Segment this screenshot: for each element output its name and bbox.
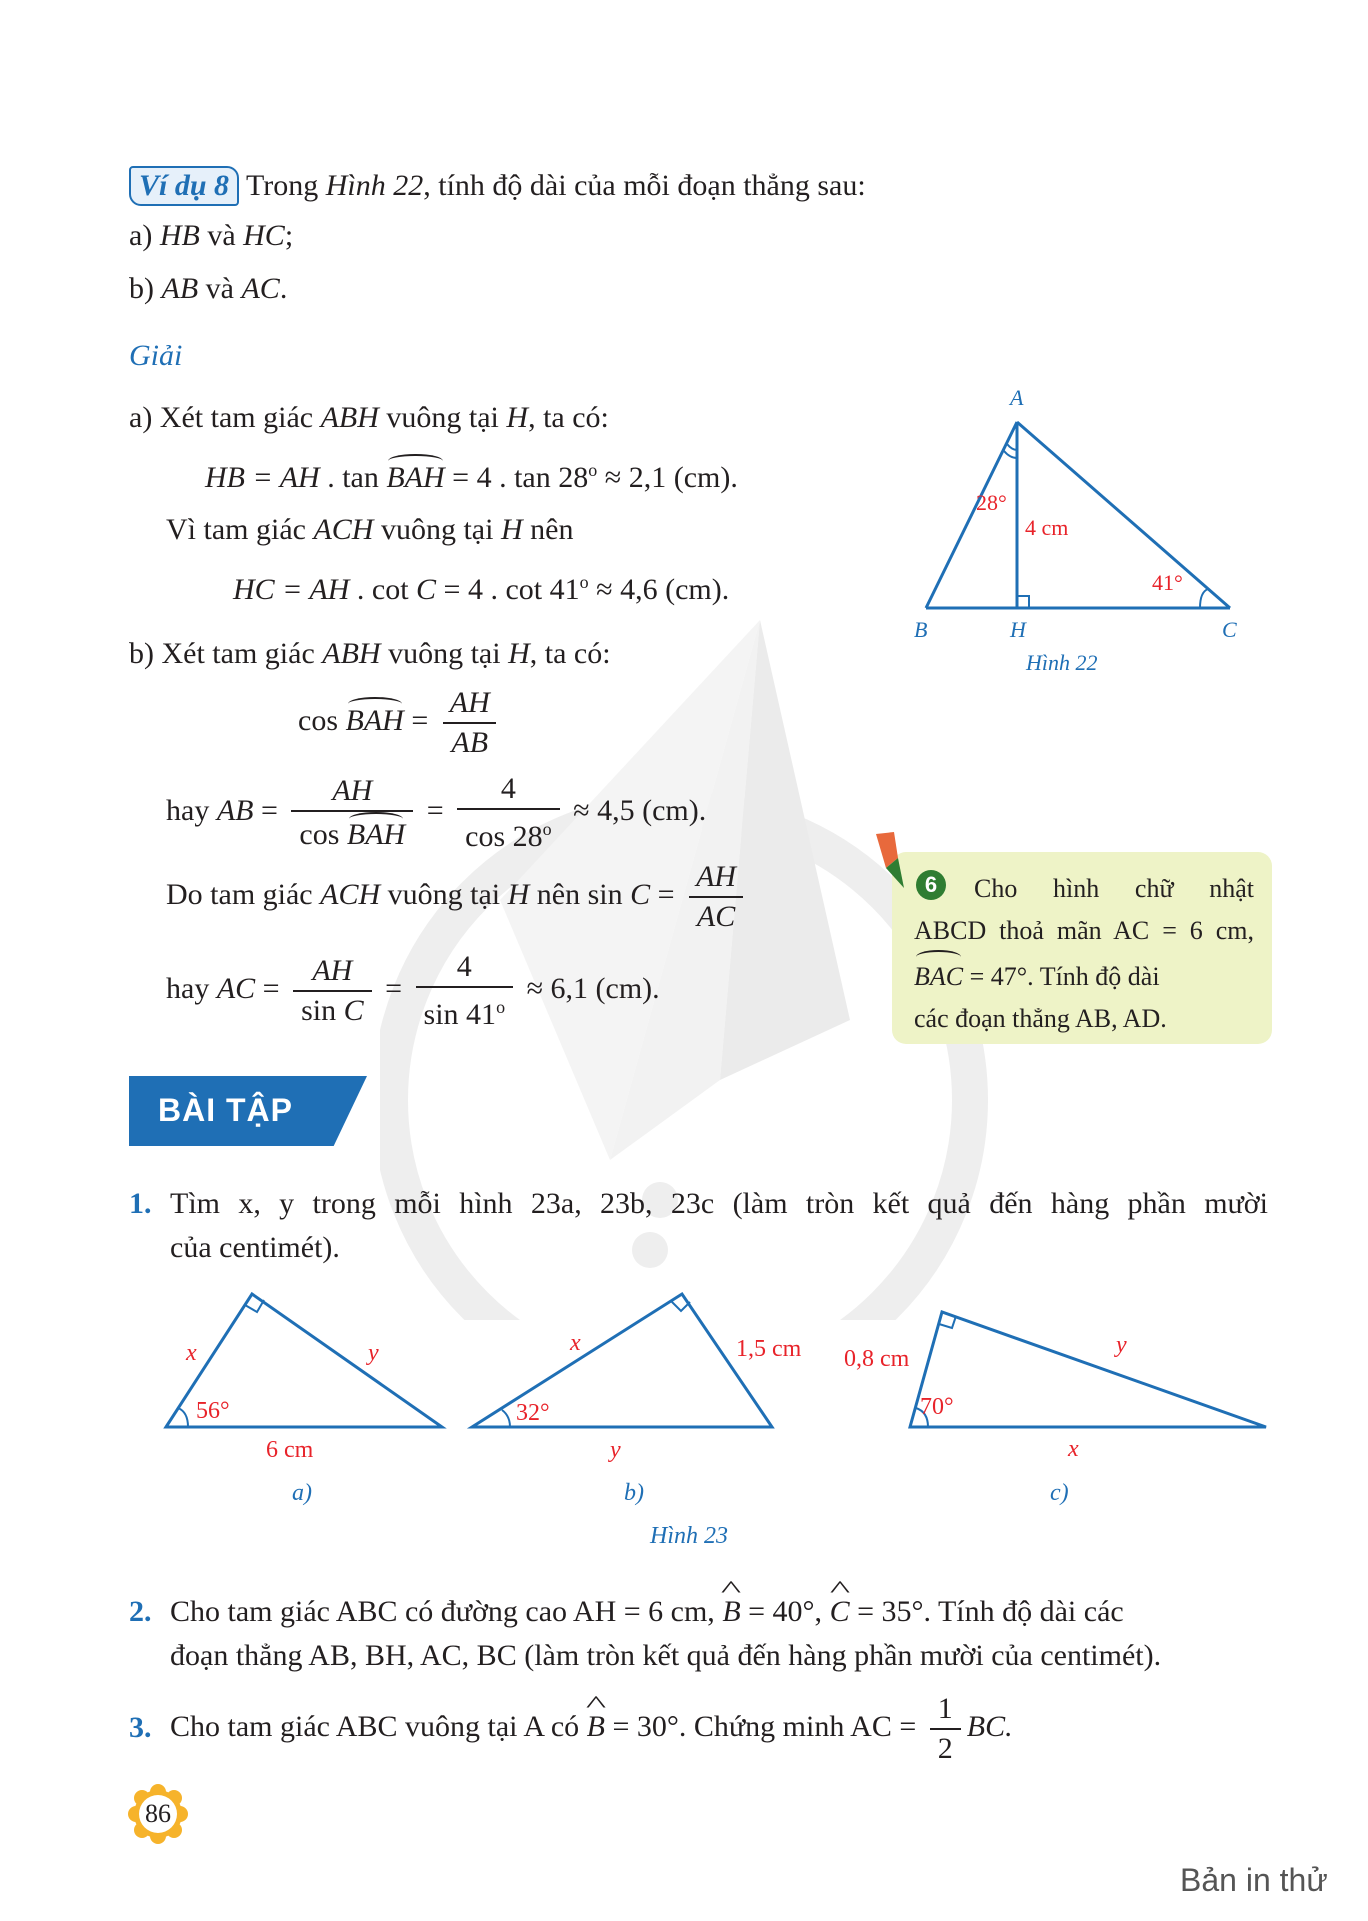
text: AB: [216, 793, 254, 827]
label-c: C: [1222, 617, 1237, 642]
degree: o: [496, 997, 506, 1017]
fraction: [930, 1692, 961, 1766]
text: = 30°. Chứng minh AC =: [604, 1709, 917, 1743]
fraction: [291, 774, 413, 852]
example-intro-ref: Hình 22: [325, 169, 424, 202]
label-a: A: [1010, 385, 1024, 410]
example-intro-b: , tính độ dài của mỗi đoạn thẳng sau:: [423, 169, 866, 202]
text: hay: [166, 793, 217, 827]
text: cos: [299, 818, 347, 851]
angle-bah: BAH: [346, 699, 404, 739]
text: HB: [159, 219, 200, 252]
side-ab: [926, 422, 1017, 608]
solution-a-line1: [129, 400, 609, 436]
example-badge: Ví dụ 8: [129, 166, 239, 206]
text: b): [129, 272, 162, 305]
text: sin: [301, 994, 344, 1027]
angle-bah: BAH: [386, 456, 444, 496]
text: ACH: [320, 877, 381, 911]
exercise-2-number: 2.: [129, 1595, 152, 1628]
label-23a-base: 6 cm: [266, 1437, 314, 1463]
text: vuông tại: [373, 513, 501, 546]
solution-b-cos: [298, 686, 504, 760]
numerator: AH: [312, 954, 353, 987]
text: , ta có:: [529, 637, 611, 670]
text: H: [500, 513, 523, 546]
text: . tan: [319, 461, 387, 494]
text: = 4 . cot 41: [436, 573, 580, 606]
exercise-2-line-2: đoạn thẳng AB, BH, AC, BC (làm tròn kết quả đến hàng phần mười của centimét).: [170, 1639, 1162, 1672]
text: a) Xét tam giác: [129, 401, 321, 434]
text: a): [129, 219, 160, 252]
text: = 4 . tan 28: [444, 461, 589, 494]
degree: o: [588, 460, 598, 480]
angle-c-label: 41°: [1152, 570, 1183, 595]
label-23c-sub: c): [1050, 1480, 1069, 1506]
solution-heading: Giải: [129, 339, 183, 372]
text: Vì tam giác: [166, 513, 314, 546]
activity-line-3: [914, 952, 1254, 998]
text: ≈ 4,6 (cm).: [588, 573, 730, 606]
exercise-2-line-1: [170, 1594, 1124, 1630]
angle-bah: BAH: [347, 814, 405, 852]
text: .: [279, 272, 288, 305]
pen-icon: [868, 828, 916, 908]
numerator: 4: [500, 772, 516, 805]
example-intro-a: Trong: [246, 169, 326, 202]
numerator: AH: [449, 686, 490, 719]
activity-text: [914, 868, 1254, 1040]
label-23c-angle: 70°: [920, 1394, 954, 1420]
label-23b-sub: b): [624, 1480, 644, 1506]
text: =: [385, 971, 403, 1005]
text: sin 41: [423, 998, 497, 1031]
page-number: 86: [145, 1799, 171, 1828]
text: C: [343, 994, 364, 1027]
text: b) Xét tam giác: [129, 637, 323, 670]
activity-line-2: ABCD thoả mãn AC = 6 cm,: [914, 916, 1254, 945]
height-label: 4 cm: [1025, 515, 1069, 540]
text: ABH: [320, 401, 379, 434]
solution-b-hay1: [166, 772, 706, 854]
text: =: [255, 971, 280, 1005]
label-23c-x: x: [1068, 1436, 1079, 1462]
exercise-1-line-1: Tìm x, y trong mỗi hình 23a, 23b, 23c (làm tròn kết quả đến hàng phần mười: [170, 1187, 1268, 1220]
text: BC.: [966, 1709, 1013, 1743]
solution-b-line2: [166, 860, 750, 934]
text: nên: [522, 513, 574, 546]
label-h: H: [1010, 617, 1026, 642]
text: cos: [298, 703, 346, 737]
text: HC = AH: [233, 573, 350, 606]
exercise-1-text: [170, 1186, 1268, 1266]
text: . cot: [349, 573, 417, 606]
solution-a-eq2: [233, 564, 729, 608]
example-item-a: [129, 218, 293, 254]
text: C: [630, 877, 651, 911]
text: ≈ 6,1 (cm).: [526, 971, 660, 1005]
exercise-banner-title: BÀI TẬP: [158, 1092, 293, 1128]
text: H: [508, 637, 530, 670]
fraction: [293, 954, 372, 1028]
label-23b-side: 1,5 cm: [736, 1336, 802, 1362]
example-item-b: [129, 271, 287, 307]
text: ACH: [313, 513, 374, 546]
label-23b-angle: 32°: [516, 1400, 550, 1426]
text: cos 28: [465, 820, 543, 853]
text: vuông tại: [380, 877, 508, 911]
text: vuông tại: [380, 637, 509, 670]
activity-line-1: Cho hình chữ nhật: [974, 874, 1254, 903]
numerator: AH: [696, 860, 737, 893]
angle-arc-23a: [178, 1408, 188, 1427]
label-23b-x: x: [570, 1330, 581, 1356]
activity-number: 6: [916, 870, 946, 900]
text: H: [506, 401, 529, 434]
text: nên sin: [529, 877, 631, 911]
angle-b: ^ B: [587, 1709, 605, 1745]
angle-b: ^ B: [722, 1594, 740, 1630]
angle-arc-23b: [502, 1410, 510, 1427]
figure-23: [150, 1280, 1280, 1550]
label-23c-side: 0,8 cm: [844, 1346, 910, 1372]
text: vuông tại: [378, 401, 507, 434]
text: HB = AH: [205, 461, 320, 494]
angle-c: ^ C: [830, 1594, 850, 1630]
label-23a-y: y: [368, 1340, 379, 1366]
text: ABH: [322, 637, 381, 670]
label-23a-sub: a): [292, 1480, 312, 1506]
exercise-3-number: 3.: [129, 1711, 152, 1744]
text: = 35°. Tính độ dài các: [849, 1595, 1124, 1628]
figure-22-caption: Hình 22: [1026, 650, 1098, 675]
activity-line-4: các đoạn thẳng AB, AD.: [914, 1004, 1167, 1033]
degree: o: [542, 819, 552, 839]
numerator: AH: [332, 774, 373, 807]
text: và: [199, 219, 244, 252]
text: C: [416, 573, 437, 606]
exercise-1-number: 1.: [129, 1187, 152, 1220]
text: =: [403, 703, 429, 737]
text: = 40°,: [740, 1595, 830, 1628]
angle-bac: BAC: [914, 952, 963, 998]
text: ≈ 4,5 (cm).: [573, 793, 707, 827]
fraction: [457, 772, 560, 854]
text: H: [507, 877, 530, 911]
text: Do tam giác: [166, 877, 321, 911]
text: hay: [166, 971, 217, 1005]
solution-a-line2: [166, 512, 573, 548]
text: Cho tam giác ABC vuông tại A có: [170, 1709, 587, 1743]
denominator: AB: [443, 722, 496, 760]
fraction: [416, 950, 514, 1032]
exercise-1-line-2: của centimét).: [170, 1231, 340, 1264]
label-23a-angle: 56°: [196, 1398, 230, 1424]
right-angle-mark: [1017, 596, 1029, 608]
label-23a-x: x: [186, 1340, 197, 1366]
denominator: 2: [930, 1728, 961, 1766]
solution-a-eq1: [205, 452, 738, 496]
angle-a-arc-2: [1004, 451, 1017, 458]
angle-a-label: 28°: [976, 490, 1007, 515]
text: Cho tam giác ABC có đường cao AH = 6 cm,: [170, 1595, 723, 1628]
label-23b-y: y: [610, 1437, 621, 1463]
triangle-23c: [910, 1312, 1266, 1427]
text: ≈ 2,1 (cm).: [597, 461, 738, 494]
text: và: [198, 272, 242, 305]
numerator: 1: [937, 1692, 953, 1725]
label-23c-y: y: [1116, 1332, 1127, 1358]
text: AC: [216, 971, 256, 1005]
text: =: [253, 793, 278, 827]
text: AC: [241, 272, 280, 305]
label-b: B: [914, 617, 928, 642]
text: = 47°. Tính độ dài: [963, 962, 1160, 991]
draft-watermark-text: Bản in thử: [1180, 1862, 1328, 1898]
degree: o: [579, 572, 589, 592]
text: AB: [161, 272, 199, 305]
figure-22: [900, 380, 1260, 680]
text: ;: [284, 219, 294, 252]
solution-b-hay2: [166, 950, 660, 1032]
fraction: [688, 860, 744, 934]
exercise-3-line: [170, 1692, 1013, 1766]
figure-23-caption: Hình 23: [650, 1523, 728, 1549]
angle-c-arc: [1200, 589, 1208, 608]
fraction: [442, 686, 498, 760]
numerator: 4: [456, 950, 472, 983]
text: HC: [243, 219, 285, 252]
solution-b-line1: [129, 636, 611, 672]
text: =: [426, 793, 444, 827]
example-line: [129, 166, 866, 206]
denominator: AC: [689, 896, 743, 934]
text: , ta có:: [528, 401, 609, 434]
text: =: [650, 877, 675, 911]
